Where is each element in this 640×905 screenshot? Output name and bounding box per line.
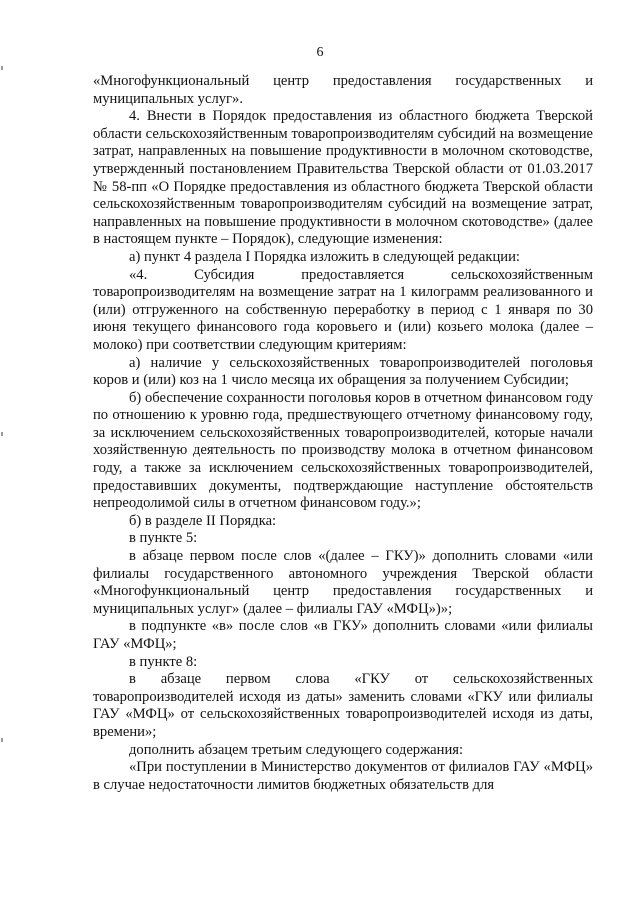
- paragraph: а) пункт 4 раздела I Порядка изложить в следующей редакции:: [129, 248, 520, 265]
- scan-edge-mark: [1, 66, 3, 70]
- paragraph: в подпункте «в» после слов «в ГКУ» дополнить словами «или филиалы ГАУ «МФЦ»;: [93, 618, 593, 652]
- document-body: [93, 73, 593, 794]
- paragraph: а) наличие у сельскохозяйственных товаропроизводителей поголовья коров и (или) коз на 1 число месяца их обращения за получением Субсидии;: [93, 354, 593, 389]
- paragraph: 4. Внести в Порядок предоставления из областного бюджета Тверской области сельскохозяйственным товаропроизводителям субсидий на возмещение затрат, направленных на повышение продуктивности в молочном скотоводстве, утвержденный постановлением Правительства Тверской области от 01.03.2017 № 58-пп «О Порядке предоставления из областного бюджета Тверской области сельскохозяйственным товаропроизводителям субсидий на возмещение затрат, направленных на повышение продуктивности в молочном скотоводстве» (далее в настоящем пункте – Порядок), следующие изменения:: [93, 108, 593, 248]
- paragraph: дополнить абзацем третьим следующего содержания:: [129, 741, 464, 758]
- paragraph: «4. Субсидия предоставляется сельскохозяйственным товаропроизводителям на возмещение затрат на 1 килограмм реализованного и (или) отгруженного на собственную переработку в период с 1 января по 30 июня текущего финансового года коровьего и (или) козьего молока (далее – молоко) при соответствии следующим критериям:: [93, 266, 593, 353]
- page-number: 6: [316, 45, 324, 60]
- scan-edge-mark: [1, 432, 3, 436]
- paragraph: в абзаце первом слова «ГКУ от сельскохозяйственных товаропроизводителей исходя из даты» заменить словами «ГКУ или филиалы ГАУ «МФЦ» от сельскохозяйственных товаропроизводителей исходя из даты, времени»;: [93, 671, 593, 740]
- paragraph: в пункте 8:: [129, 653, 198, 670]
- paragraph: «Многофункциональный центр предоставления государственных и муниципальных услуг».: [93, 73, 593, 107]
- scan-edge-mark: [1, 738, 3, 742]
- paragraph: в абзаце первом после слов «(далее – ГКУ)» дополнить словами «или филиалы государственного автономного учреждения Тверской области «Многофункциональный центр предоставления государственных и муниципальных услуг» (далее – филиалы ГАУ «МФЦ»)»;: [93, 548, 593, 617]
- paragraph: б) в разделе II Порядка:: [129, 512, 277, 529]
- paragraph: в пункте 5:: [129, 530, 198, 547]
- paragraph: «При поступлении в Министерство документов от филиалов ГАУ «МФЦ» в случае недостаточности лимитов бюджетных обязательств для: [93, 759, 593, 793]
- paragraph: б) обеспечение сохранности поголовья коров в отчетном финансовом году по отношению к уровню года, предшествующего отчетному финансовому году, за исключением сельскохозяйственных товаропроизводителей, которые начали хозяйственную деятельность по производству молока в отчетном финансовом году, а также за исключением сельскохозяйственных товаропроизводителей, предоставивших документы, подтверждающие наступление обстоятельств непреодолимой силы в отчетном финансовом году.»;: [93, 389, 593, 512]
